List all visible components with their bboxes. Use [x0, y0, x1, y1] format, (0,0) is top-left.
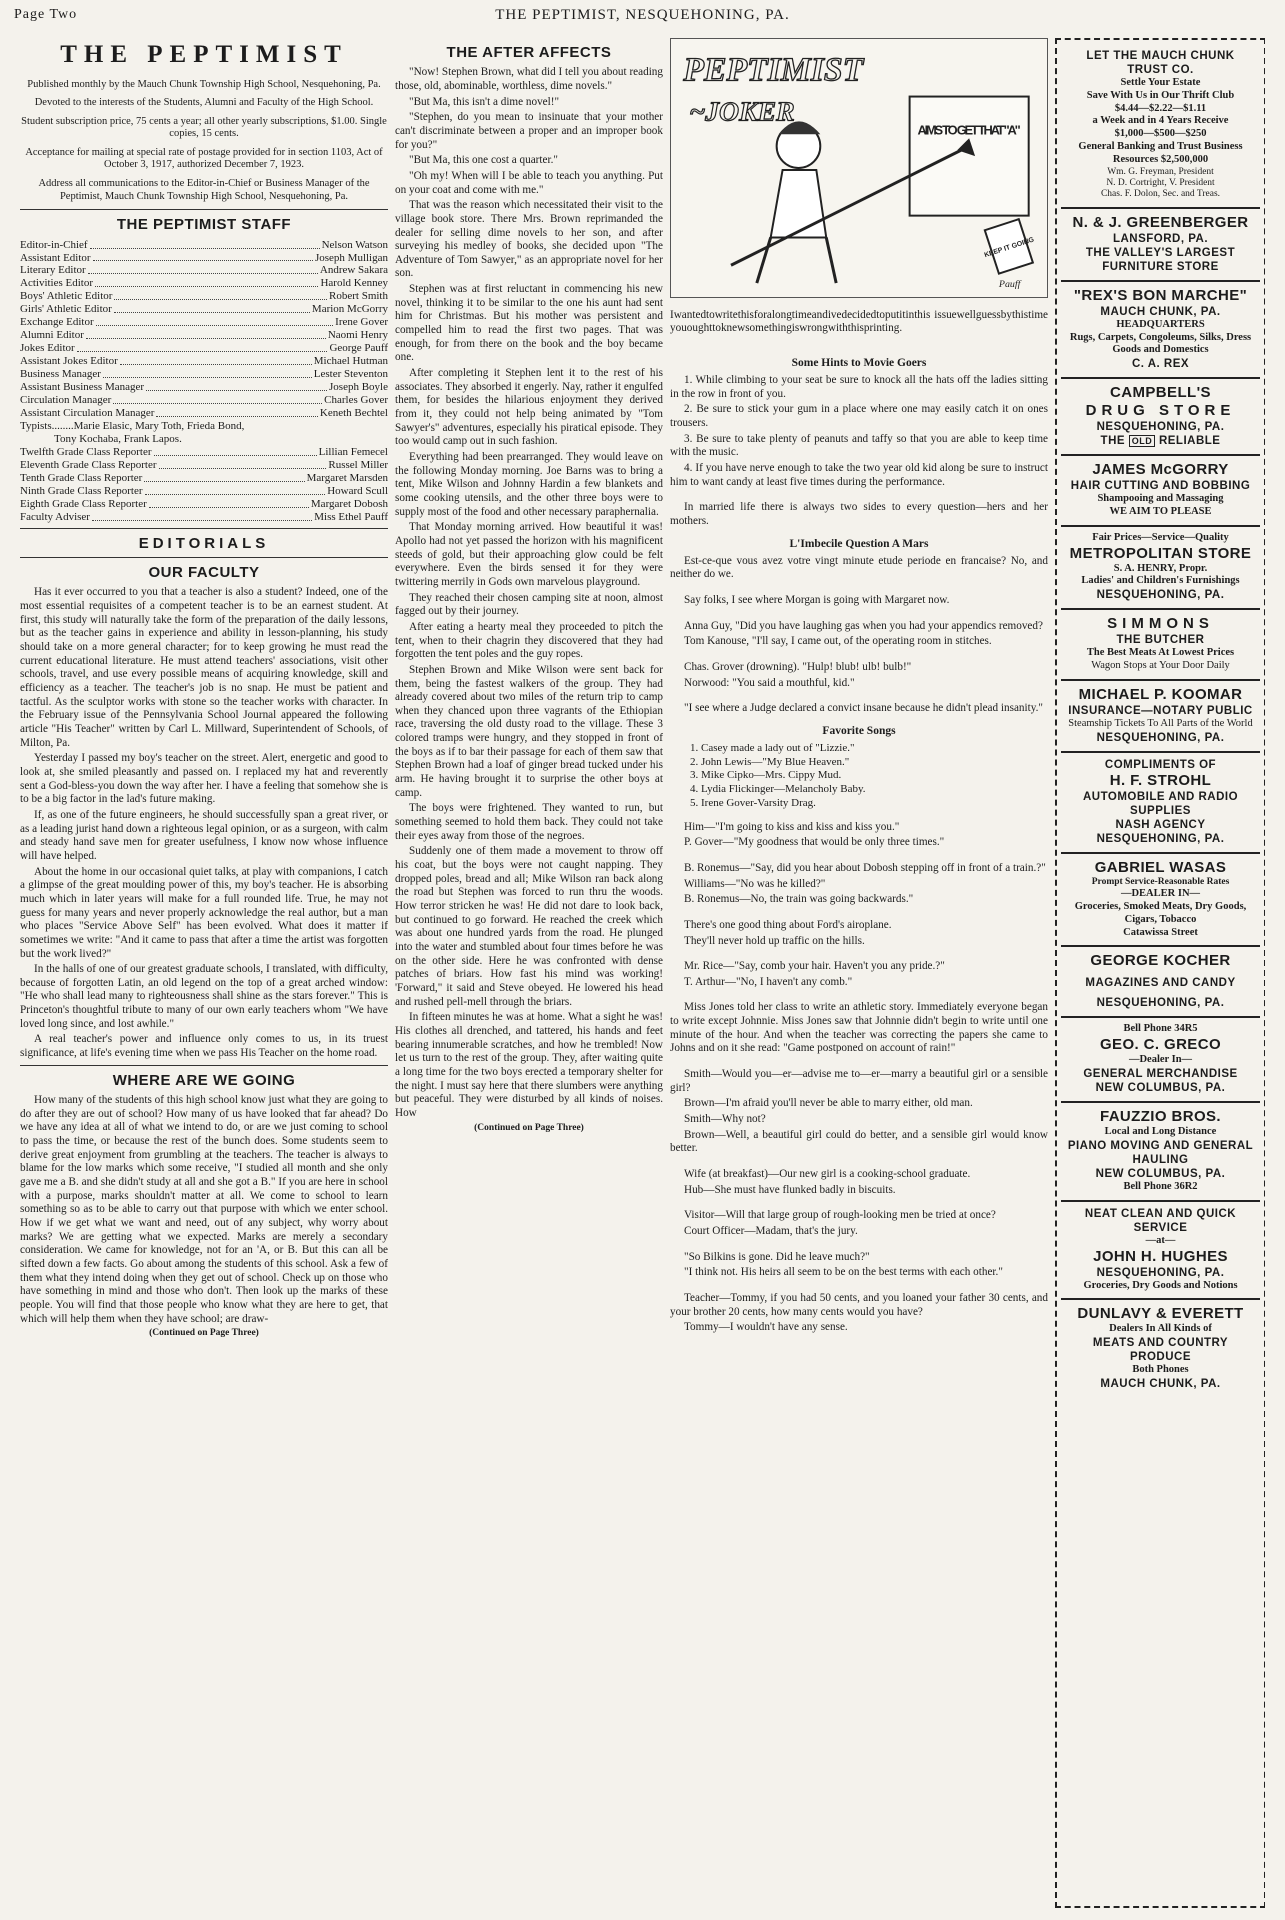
ad-koomar: MICHAEL P. KOOMAR INSURANCE—NOTARY PUBLIC Steamship Tickets To All Parts of the World NESQUEHONING, PA.: [1061, 681, 1260, 753]
joke: Chas. Grover (drowning). "Hulp! blub! ulb! bulb!": [684, 660, 912, 673]
ad-bon-marche: "REX'S BON MARCHE" MAUCH CHUNK, PA. HEADQUARTERS Rugs, Carpets, Congoleums, Silks, Dress Goods and Domestics C. A. REX: [1061, 282, 1260, 379]
story-paragraph: They reached their chosen camping site at noon, almost fagged out by their journey.: [395, 591, 663, 618]
joker-cartoon: [670, 38, 1048, 298]
cartoon-sign: [910, 97, 1029, 216]
masthead-note: Published monthly by the Mauch Chunk Township High School, Nesquehoning, Pa.: [27, 78, 381, 90]
divider: [20, 209, 388, 210]
french-title: L'Imbecile Question A Mars: [789, 537, 929, 550]
columns: [20, 38, 1265, 1908]
column-3: [670, 38, 1048, 1908]
joke: "I think not. His heirs all seem to be on the best terms with each other.": [684, 1266, 1003, 1279]
masthead-note: Address all communications to the Editor-in-Chief or Business Manager of the Peptimist, Mauch Chunk Township High School, Nesquehoning, Pa.: [38, 178, 370, 202]
ad-dunlavy: DUNLAVY & EVERETT Dealers In All Kinds of MEATS AND COUNTRY PRODUCE Both Phones MAUCH CHUNK, PA.: [1077, 1305, 1244, 1390]
staff-row: Exchange Editor Irene Gover: [20, 316, 388, 329]
staff-row: Faculty Adviser Miss Ethel Pauff: [20, 510, 388, 523]
joke: There's one good thing about Ford's airoplane.: [684, 918, 892, 931]
staff-row: Assistant Business Manager Joseph Boyle: [20, 381, 388, 394]
joke: B. Ronemus—"Say, did you hear about Dobosh stepping off in front of a train.?": [684, 861, 1046, 874]
joke: Anna Guy, "Did you have laughing gas when you had your appendics removed?: [684, 619, 1043, 632]
story-paragraph: After eating a hearty meal they proceeded to pitch the tent, when to their chagrin they discovered that they had forgotten the tent poles and the guy ropes.: [395, 620, 663, 661]
ads-box: [1055, 38, 1265, 1908]
movie-hints-title: Some Hints to Movie Goers: [791, 356, 927, 369]
ad-greco: Bell Phone 34R5 GEO. C. GRECO —Dealer In— GENERAL MERCHANDISE NEW COLUMBUS, PA.: [1061, 1018, 1260, 1103]
faculty-paragraph: If, as one of the future engineers, he should successfully span a great river, or as a leading jurist hand down a righteous legal opinion, or as a surgeon, with calm and steady hand save men for greater usefulness, I know now whose influence will have helped.: [20, 808, 388, 862]
story-paragraph: "Stephen, do you mean to insinuate that your mother can't discriminate between a proper and an improper book for you?": [395, 111, 663, 151]
masthead-note: Devoted to the interests of the Students, Alumni and Faculty of the High School.: [34, 97, 374, 109]
cartoon-subtitle: ~JOKER: [689, 96, 795, 128]
cartoon-can-text: KEEP IT GOING: [983, 236, 1036, 260]
story-paragraph: That was the reason which necessitated their visit to the village book store. There Mrs. Brown reprimanded the dealer for selling dime novels to her son, and after surveying his medley of books, she decided upon "The Adventure of Tom Sawyer," as an appropriate novel for her son.: [395, 199, 663, 280]
songs-title: Favorite Songs: [822, 724, 896, 737]
song-item: 2. John Lewis—"My Blue Heaven.": [690, 755, 850, 768]
masthead-title: THE PEPTIMIST: [60, 41, 348, 68]
page-label: Page Two: [14, 7, 78, 22]
story-paragraph: That Monday morning arrived. How beautiful it was! Apollo had not yet passed the horizon with his magnificent steeds of gold, but their approaching glow could be felt everywhere. Even the birds sensed it for they were twittering merrily in Gods own marvelous playground.: [395, 521, 663, 588]
cartoon-title: PEPTIMIST: [683, 51, 864, 89]
masthead-note: Student subscription price, 75 cents a year; all other yearly subscriptions, $1.00. Single copies, 15 cents.: [21, 115, 387, 140]
story-paragraph: In fifteen minutes he was at home. What a sight he was! His clothes all drenched, and tattered, his hands and feet bearing innumerable scratches, and how he trembled! Now let us turn to the rest of the group. They, after waiting quite a long time for the two boys erected a temporary shelter for the night. I must say here that there slumbers were anything but peaceful. They were disturbed by all kinds of noises. How: [395, 1011, 663, 1119]
staff-row: Twelfth Grade Class Reporter Lillian Femecel: [20, 446, 388, 459]
ad-trust-co: LET THE MAUCH CHUNK TRUST CO. Settle Your Estate Save With Us in Our Thrift Club $4.44—$2.22—$1.11 a Week and in 4 Years Receive $1,000—$500—$250 General Banking and Trust Business Resources $2,500,000 Wm. G. Freyman, President N. D. Cortright, V. President Chas. F. Dolon, Sec. and Treas.: [1061, 44, 1260, 209]
staff-row: Ninth Grade Class Reporter Howard Scull: [20, 484, 388, 497]
movie-hint: 1. While climbing to your seat be sure to knock all the hats off the ladies sitting in the row in front of you.: [670, 373, 1048, 400]
joke: "I see where a Judge declared a convict insane because he didn't plead insanity.": [684, 702, 1043, 715]
faculty-title: OUR FACULTY: [148, 564, 260, 582]
page-header: [0, 0, 1285, 30]
continued-note: (Continued on Page Three): [149, 1328, 259, 1339]
staff-row: Literary Editor Andrew Sakara: [20, 264, 388, 277]
joke: Brown—Well, a beautiful girl could do better, and a sensible girl would know better.: [670, 1128, 1048, 1155]
staff-row: Eleventh Grade Class Reporter Russel Miller: [20, 459, 388, 472]
story-paragraph: The boys were frightened. They wanted to run, but something seemed to hold them back. They could not take their eyes away from those of the negroes.: [395, 802, 663, 842]
song-item: 3. Mike Cipko—Mrs. Cippy Mud.: [690, 769, 842, 782]
story-paragraph: After completing it Stephen lent it to the rest of his associates. They absorbed it engerly. Nay, rather it engulfed them, for besides the hilarious enjoyment they derived from it, they could not help being animated by "Tom Sawyer's" adventures, especially his piratical episode. They too would camp out in such fashion.: [395, 367, 663, 448]
joke: Mr. Rice—"Say, comb your hair. Haven't you any pride.?": [684, 960, 945, 973]
joke: "So Bilkins is gone. Did he leave much?": [684, 1250, 870, 1263]
ad-kocher: GEORGE KOCHER MAGAZINES AND CANDY NESQUEHONING, PA.: [1061, 947, 1260, 1018]
staff-typists: Tony Kochaba, Frank Lapos.: [54, 433, 182, 446]
staff-row: Editor-in-Chief Nelson Watson: [20, 238, 388, 251]
staff-row: Girls' Athletic Editor Marion McGorry: [20, 303, 388, 316]
staff-row: Assistant Circulation Manager Keneth Bechtel: [20, 407, 388, 420]
song-item: 1. Casey made a lady out of "Lizzie.": [690, 741, 855, 754]
ad-greenberger: N. & J. GREENBERGER LANSFORD, PA. THE VALLEY'S LARGEST FURNITURE STORE: [1061, 209, 1260, 282]
masthead-note: Acceptance for mailing at special rate of postage provided for in section 1103, Act of October 3, 1917, authorized December 7, 1923.: [25, 146, 383, 171]
story-paragraph: "But Ma, this one cost a quarter.": [409, 154, 558, 167]
joke: Wife (at breakfast)—Our new girl is a cooking-school graduate.: [684, 1168, 971, 1181]
staff-row: Circulation Manager Charles Gover: [20, 394, 388, 407]
joke: Smith—Would you—er—advise me to—er—marry a beautiful girl or a sensible girl?: [670, 1068, 1048, 1094]
joke: Est-ce-que vous avez votre vingt minute etude periode en francaise? No, and neither do we.: [670, 554, 1048, 581]
joke: Say folks, I see where Morgan is going with Margaret now.: [684, 593, 950, 606]
story-paragraph: Stephen was at first reluctant in commencing his new novel, thinking it to be similar to the one his aunt had sent him for Christmas. But his mother was persistent and compelled him to read the first two pages. That was enough, for from there on the book and the boy became one.: [395, 283, 663, 364]
joke: Williams—"No was he killed?": [684, 877, 826, 890]
ad-hughes: NEAT CLEAN AND QUICK SERVICE —at— JOHN H. HUGHES NESQUEHONING, PA. Groceries, Dry Goods and Notions: [1061, 1202, 1260, 1301]
cartoon-legs: [757, 237, 836, 283]
story-paragraph: "Now! Stephen Brown, what did I tell you about reading those, old, abominable, worthless, dime novels.": [395, 66, 663, 92]
joke: Visitor—Will that large group of rough-looking men be tried at once?: [684, 1209, 996, 1222]
joke: Smith—Why not?: [684, 1113, 766, 1126]
joke: Brown—I'm afraid you'll never be able to marry either, old man.: [684, 1097, 973, 1110]
ad-fauzzio: FAUZZIO BROS. Local and Long Distance PIANO MOVING AND GENERAL HAULING NEW COLUMBUS, PA. Bell Phone 36R2: [1061, 1103, 1260, 1202]
staff-row: Boys' Athletic Editor Robert Smith: [20, 290, 388, 303]
newspaper-title: THE PEPTIMIST, NESQUEHONING, PA.: [495, 6, 790, 23]
movie-hint: 4. If you have nerve enough to take the two year old kid along be sure to instruct him to want candy at least five times during the performance.: [670, 461, 1048, 488]
staff-row: Tenth Grade Class Reporter Margaret Marsden: [20, 471, 388, 484]
staff-row: Jokes Editor George Pauff: [20, 342, 388, 355]
going-title: WHERE ARE WE GOING: [112, 1071, 296, 1089]
story-paragraph: "But Ma, this isn't a dime novel!": [409, 95, 560, 108]
ad-metropolitan: Fair Prices—Service—Quality METROPOLITAN STORE S. A. HENRY, Propr. Ladies' and Children's Furnishings NESQUEHONING, PA.: [1061, 527, 1260, 610]
song-item: 4. Lydia Flickinger—Melancholy Baby.: [690, 783, 866, 796]
staff-row: Alumni Editor Naomi Henry: [20, 329, 388, 342]
editorials-title: EDITORIALS: [138, 534, 270, 552]
movie-hint: 2. Be sure to stick your gum in a place where one may easily catch it on ones trousers.: [670, 403, 1048, 429]
faculty-paragraph: In the halls of one of our greatest graduate schools, I translated, with difficulty, because of forgotten Latin, an old legend on the top of a great arched window: "He who shall lead many to righteousness shall shine as the stars forever." This is Princeton's thoughtful tribute to many of our own early teachers whom "We have loved long since, and lost awhile.": [20, 963, 388, 1030]
staff-row: Business Manager Lester Steventon: [20, 368, 388, 381]
joke: T. Arthur—"No, I haven't any comb.": [684, 975, 853, 988]
joke: Teacher—Tommy, if you had 50 cents, and you loaned your father 30 cents, and your brother 20 cents, how many cents would you have?: [670, 1291, 1048, 1318]
joke: Him—"I'm going to kiss and kiss and kiss you.": [684, 820, 900, 833]
joke: Court Officer—Madam, that's the jury.: [684, 1225, 858, 1238]
old-badge: OLD: [1129, 435, 1156, 447]
staff-list: [20, 239, 388, 524]
ad-mcgorry: JAMES McGORRY HAIR CUTTING AND BOBBING Shampooing and Massaging WE AIM TO PLEASE: [1061, 456, 1260, 527]
ad-simmons: SIMMONS THE BUTCHER The Best Meats At Lowest Prices Wagon Stops at Your Door Daily: [1061, 610, 1260, 681]
staff-title: THE PEPTIMIST STAFF: [116, 216, 292, 234]
faculty-paragraph: Yesterday I passed my boy's teacher on the street. Alert, energetic and good to look at, she smiled pleasantly and passed on. I replaced my hat and reverently sent a God-bless-you down the way after her. I have a feeling that somehow she is to be a big factor in the lad's future making.: [20, 752, 388, 806]
divider: [20, 528, 388, 529]
divider: [20, 557, 388, 558]
story-paragraph: "Oh my! When will I be able to teach you anything. Put on your coat and come with me.": [395, 169, 663, 196]
joke: Tom Kanouse, "I'll say, I came out, of the operating room in stitches.: [684, 635, 992, 648]
story-paragraph: Everything had been prearranged. They would leave on the following Monday morning. Joe Barns was to bring a tent, Mike Wilson and Johnny Hardin a few blankets and some cooking utensils, and the other three boys were to supply most of the food and other necessary paraphernalia.: [395, 451, 663, 518]
joke: They'll never hold up traffic on the hills.: [684, 934, 865, 947]
faculty-paragraph: Has it ever occurred to you that a teacher is also a student? Indeed, one of the most essential requisites of a competent teacher is to be an earnest student. At first, this study will naturally take the form of the preparation of the daily lessons, but as the teacher gains in experience and ability in lesson-planning, his study should take on a more general character; for to keep growing he must read the current educational literature. He must attend teachers' associations, visit other schools, travel, and use every possible means of acquiring knowledge, skill and efficiency as a teacher. The teacher's job is no snap. He must be patient and tactful. As the sculptor works with stone so the teacher works with character. In the February issue of the Pennsylvania School Journal appeared the following article "His Teacher" written by Carl L. Millward, Superintendent of Schools, of Milton, Pa.: [20, 586, 388, 749]
column-2: [395, 38, 663, 1908]
joke: Tommy—I wouldn't have any sense.: [684, 1321, 848, 1334]
ad-wasas: GABRIEL WASAS Prompt Service-Reasonable Rates —DEALER IN— Groceries, Smoked Meats, Dry Goods, Cigars, Tobacco Catawissa Street: [1061, 854, 1260, 948]
ad-campbells: CAMPBELL'S DRUG STORE NESQUEHONING, PA. THE OLD RELIABLE: [1061, 379, 1260, 456]
joke: Norwood: "You said a mouthful, kid.": [684, 676, 855, 689]
staff-row: Activities Editor Harold Kenney: [20, 277, 388, 290]
song-item: 5. Irene Gover-Varsity Drag.: [690, 796, 816, 809]
run-on-joke: Iwantedtowritethisforalongtimeandivedecidedtoputitinthis issuewellguessbythistimeyououghttoknewsomethingiswrongwiththisprinting.: [670, 308, 1048, 335]
ad-strohl: COMPLIMENTS OF H. F. STROHL AUTOMOBILE AND RADIO SUPPLIES NASH AGENCY NESQUEHONING, PA.: [1061, 753, 1260, 854]
joke: Miss Jones told her class to write an athletic story. Immediately everyone began to write except Johnnie. Miss Jones saw that Johnnie didn't begin to write until one minute of the hour. And when the teacher was correcting the papers she came to Johns and on it she read: "Game postponed on account of rain!": [670, 1001, 1048, 1055]
story-paragraph: Suddenly one of them made a movement to throw off his coat, but the boys were not caught napping. They dropped poles, bread and all; Mike Wilson ran back along the road but Stephen was forced to run thru the woods. How terror stricken he was! He did not dare to look back, but continued to go forward. He reached the creek which was about one hundred yards from the road. He plunged into the water and stumbled about four times before he was on the other side. Here he was confronted with dense patches of briars. How fast his mind was working! 'Forward," it said and Steve obeyed. He lowered his head and rushed pell-mell through the briars.: [395, 845, 663, 1008]
joke: In married life there is always two sides to every question—hers and her mothers.: [670, 501, 1048, 527]
story-paragraph: Stephen Brown and Mike Wilson were sent back for them, being the fastest walkers of the group. They had already covered about two miles of the return trip to camp when they chanced upon three vagrants of the Ethiopian race, traversing the old dusty road to the village. These 3 colored tramps were hungry, and they stopped in front of the boys as if to bar their passage for each of them saw that Stephen Brown had a loaf of ginger bread tucked under his arm. He having brought it to surprise the other boys at camp.: [395, 663, 663, 799]
staff-row: Eighth Grade Class Reporter Margaret Dobosh: [20, 497, 388, 510]
faculty-paragraph: A real teacher's power and influence only comes to us, in its truest significance, at life's evening time when we pass His Teacher on the home road.: [20, 1033, 388, 1060]
staff-row: Assistant Jokes Editor Michael Hutman: [20, 355, 388, 368]
faculty-paragraph: About the home in our occasional quiet talks, at play with companions, I catch a glimpse of the great moulding power of this, my boy's teacher. He is absorbing much which in later years will make for a full rounded life. True, he may not guess for many years and never properly acknowledge the real author, but a man who places "Service Above Self" has been evolved. What does it matter if sometimes we write: "And it came to pass that after a time the artist was forgotten but the work lived?": [20, 865, 388, 960]
continued-note: (Continued on Page Three): [474, 1122, 584, 1133]
staff-typists: Typists........Marie Elasic, Mary Toth, Frieda Bond,: [20, 420, 245, 433]
going-paragraph: How many of the students of this high school know just what they are going to do after they are out of school? How many of us have looked that far ahead? Do we have any idea at all of what we intend to do, or are we just coming to school to pass the time, or because the rest of the bunch does. Some students seem to derive great enjoyment from grumbling at the teachers. The teacher is always to blame for the low marks which some receive, "I studied all month and she only gave me a B. and she didn't study at all and she got a B." If you are here in school with a purpose, marks shouldn't matter at all. We come to school to learn something so as to be able to carry out that purpose with which we enter school. How if we get what we want and need, out of any subject, why worry about marks? We are getting what we expected. Marks are merely a secondary consideration. We came for knowledge, not for an 'A, or B. But this can all be sifted down a few facts. Go about among the students of this school. Ask a few of them what they intend doing when they get out of school. Check up on those who have something in mind and those who don't. Then look up the marks of these people. You will find that those people who know what they are here to get, that which will help them when they have school; are draw-: [20, 1094, 388, 1325]
joke: Hub—She must have flunked badly in biscuits.: [684, 1183, 896, 1196]
divider: [20, 1065, 388, 1066]
cartoon-signature: Pauff: [998, 279, 1021, 291]
cartoon-body: [771, 170, 827, 237]
column-1: [20, 38, 388, 1908]
movie-hint: 3. Be sure to take plenty of peanuts and taffy so that you are able to keep time with the music.: [670, 432, 1048, 459]
staff-row: Assistant Editor Joseph Mulligan: [20, 251, 388, 264]
cartoon-sign-text: AIMS TO GET THAT "A": [917, 122, 1021, 138]
column-4: [1055, 38, 1265, 1908]
joke: B. Ronemus—No, the train was going backwards.": [684, 893, 914, 906]
after-affects-title: THE AFTER AFFECTS: [446, 44, 612, 61]
joke: P. Gover—"My goodness that would be only three times.": [684, 836, 945, 849]
